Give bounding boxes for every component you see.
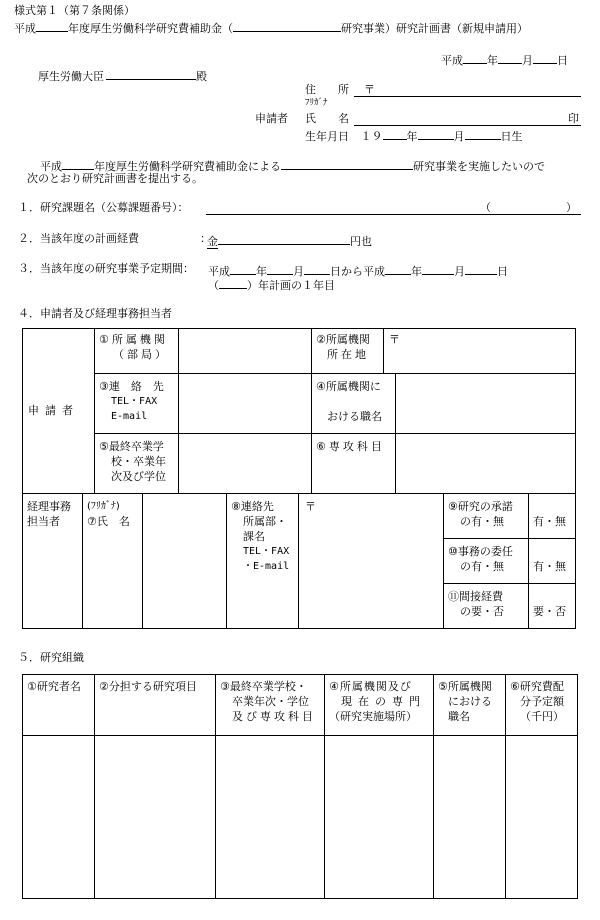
table4-col-line <box>443 493 444 628</box>
position-label-2: おける職名 <box>327 410 382 423</box>
title-suffix: 研究事業）研究計画書（新規申請用） <box>341 22 528 35</box>
item3-period <box>208 263 508 277</box>
item3-month1: 月 <box>293 265 304 278</box>
contact-field[interactable] <box>179 374 311 433</box>
indirect-cost-label-1: ⑪間接経費 <box>448 590 503 603</box>
item2-colon: ： <box>200 232 211 245</box>
accountant-furigana-label: (ﾌﾘｶﾞﾅ) <box>87 501 120 512</box>
accountant-contact-field[interactable] <box>299 494 443 628</box>
header-position-3: 職名 <box>448 710 470 723</box>
end-year-field[interactable] <box>385 263 411 275</box>
name-field[interactable] <box>354 125 581 126</box>
research-program-field[interactable] <box>233 20 341 32</box>
table4-border-bottom <box>22 628 576 629</box>
intro-year-field[interactable] <box>62 158 94 170</box>
header-budget-3: （千円） <box>520 710 564 723</box>
item1-label: １．研究課題名（公募課題番号）： <box>18 201 189 214</box>
header-position-2: における <box>448 695 492 708</box>
contact-label-1: ③連 絡 先 <box>99 380 164 393</box>
birth-year-label: 年 <box>406 130 418 143</box>
item2-amount <box>207 233 372 247</box>
birth-century: １９ <box>360 130 383 143</box>
table4-col-line <box>311 328 312 493</box>
education-label-3: 次及び学位 <box>111 470 166 483</box>
affiliation-field[interactable] <box>179 329 311 373</box>
table4-col-line <box>528 493 529 628</box>
item4-heading: ４．申請者及び経理事務担当者 <box>18 307 172 320</box>
start-day-field[interactable] <box>304 263 330 275</box>
applicant-label: 申請者 <box>255 112 288 125</box>
applicant-row-label: 申請者 <box>28 404 79 417</box>
consent-choice[interactable]: 有・無 <box>533 515 566 528</box>
consent-label-1: ⑨研究の承諾 <box>448 500 513 513</box>
item3-year1: 年 <box>256 265 267 278</box>
education-label-2: 校・卒業年 <box>111 455 166 468</box>
affiliation-address-field[interactable] <box>384 329 575 373</box>
delegation-label-2: の有・無 <box>460 560 504 573</box>
item3-plan <box>208 277 335 291</box>
accountant-name-label: ⑦氏 名 <box>87 515 130 528</box>
submission-date <box>441 52 568 66</box>
date-month-field[interactable] <box>498 52 522 64</box>
plan-years-field[interactable] <box>219 277 247 289</box>
affiliation-postal-mark: 〒 <box>389 333 400 346</box>
address-field[interactable] <box>354 96 581 97</box>
address-label: 住 所 <box>305 83 349 96</box>
item2-suffix: 円也 <box>350 235 372 248</box>
header-education-1: ③最終卒業学校・ <box>220 680 307 693</box>
education-cell[interactable] <box>216 736 324 898</box>
header-researcher-name: ①研究者名 <box>27 680 81 693</box>
header-budget-1: ⑥研究費配 <box>510 680 564 693</box>
position-label-1: ④所属機関に <box>316 380 381 393</box>
consent-label-2: の有・無 <box>460 515 504 528</box>
major-field[interactable] <box>396 434 575 493</box>
contact-label-2: TEL・FAX <box>111 396 158 407</box>
affiliation-address-label-1: ②所属機関 <box>316 333 370 346</box>
header-position-1: ⑤所属機関 <box>438 680 492 693</box>
item3-plan-text: ）年計画の１年目 <box>247 279 335 292</box>
intro-era: 平成 <box>40 160 62 173</box>
header-education-2: 卒業年次・学位 <box>232 695 309 708</box>
table4-col-line <box>82 493 83 628</box>
birth-month-label: 月 <box>453 130 465 143</box>
researcher-name-cell[interactable] <box>23 736 94 898</box>
birth-year-field[interactable] <box>383 128 407 140</box>
form-title <box>14 20 528 34</box>
contact-label-3: E-mail <box>111 411 148 422</box>
accountant-contact-label-2: 所属部・ <box>243 515 287 528</box>
budget-cell[interactable] <box>506 736 577 898</box>
education-label-1: ⑤最終卒業学 <box>99 440 164 453</box>
item3-day1: 日から平成 <box>330 265 385 278</box>
header-affiliation-2: 現在の専門 <box>341 695 426 708</box>
table4-row-line <box>443 538 576 539</box>
accountant-label-2: 担当者 <box>27 515 60 528</box>
affiliation-label-1: ①所属機関 <box>99 333 168 346</box>
research-title-field[interactable] <box>206 214 581 215</box>
affiliation-label-2: （部局） <box>113 348 169 361</box>
end-day-field[interactable] <box>465 263 497 275</box>
intro-line-2: 次のとおり研究計画書を提出する。 <box>27 172 203 185</box>
accountant-contact-label-3: 課名 <box>243 530 265 543</box>
birth-month-field[interactable] <box>418 128 454 140</box>
accountant-contact-label-5: ・E-mail <box>243 561 290 572</box>
affiliation-address-label-2: 所在地 <box>327 348 369 361</box>
item3-year2: 年 <box>411 265 422 278</box>
table4-border-left <box>22 328 23 628</box>
end-month-field[interactable] <box>422 263 454 275</box>
item5-heading: ５．研究組織 <box>18 651 84 664</box>
seal-mark: 印 <box>568 112 579 125</box>
table5-border-right <box>577 674 578 898</box>
date-era: 平成 <box>441 54 463 67</box>
date-month-label: 月 <box>522 54 533 67</box>
item2-label: ２．当該年度の計画経費 <box>18 232 139 245</box>
assigned-item-cell[interactable] <box>95 736 215 898</box>
header-affiliation-1: ④所属機関及び <box>329 680 412 693</box>
title-mid: 年度厚生労働科学研究費補助金（ <box>68 22 233 35</box>
accountant-name-field[interactable] <box>143 494 226 628</box>
intro-part2: 研究事業を実施したいので <box>413 160 545 173</box>
delegation-label-1: ⑩事務の委任 <box>448 545 513 558</box>
education-field[interactable] <box>179 434 311 493</box>
intro-line-1 <box>40 158 545 172</box>
item2-prefix: 金 <box>207 235 218 248</box>
affiliation-cell[interactable] <box>325 736 433 898</box>
table4-col-line <box>94 328 95 493</box>
accountant-contact-label-4: TEL・FAX <box>243 546 290 557</box>
indirect-cost-label-2: の要・否 <box>460 605 504 618</box>
date-year-label: 年 <box>487 54 498 67</box>
accountant-label-1: 経理事務 <box>27 500 71 513</box>
header-budget-2: 分予定額 <box>520 695 564 708</box>
major-label: ⑥専攻科目 <box>316 440 385 453</box>
accountant-contact-label-1: ⑧連絡先 <box>231 500 274 513</box>
addressee-name-field[interactable] <box>106 68 196 80</box>
addressee-label: 厚生労働大臣 <box>38 70 104 83</box>
table4-row-line <box>443 583 576 584</box>
addressee <box>38 68 207 82</box>
planned-cost-field[interactable] <box>218 233 350 245</box>
indirect-cost-choice[interactable]: 要・否 <box>533 605 566 618</box>
header-affiliation-3: （研究実施場所） <box>329 710 417 723</box>
intro-program-field[interactable] <box>281 158 413 170</box>
position-field[interactable] <box>396 374 575 433</box>
birthdate <box>305 128 523 142</box>
intro-part1: 年度厚生労働科学研究費補助金による <box>94 160 281 173</box>
birthdate-label: 生年月日 <box>305 130 349 143</box>
form-number: 様式第１（第７条関係） <box>14 4 135 17</box>
item3-month2: 月 <box>454 265 465 278</box>
accountant-postal-mark: 〒 <box>305 500 316 513</box>
start-year-field[interactable] <box>230 263 256 275</box>
item1-paren-open: （ <box>480 201 491 214</box>
date-day-label: 日 <box>557 54 568 67</box>
position-cell[interactable] <box>434 736 505 898</box>
item3-era1: 平成 <box>208 265 230 278</box>
header-education-3: 及び専攻科目 <box>232 710 316 723</box>
date-year-field[interactable] <box>463 52 487 64</box>
table5-border-bottom <box>22 898 578 899</box>
start-month-field[interactable] <box>267 263 293 275</box>
addressee-honorific: 殿 <box>196 70 207 83</box>
name-label: 氏 名 <box>305 112 349 125</box>
furigana-label: ﾌﾘｶﾞﾅ <box>305 98 328 108</box>
birth-day-field[interactable] <box>465 128 501 140</box>
address-postal-mark: 〒 <box>364 83 375 96</box>
item1-paren-close: ） <box>566 201 577 214</box>
table5-border-top <box>22 674 578 675</box>
birth-day-label: 日生 <box>500 130 523 143</box>
item3-day2: 日 <box>497 265 508 278</box>
header-assigned-item: ②分担する研究項目 <box>99 680 197 693</box>
table4-col-line <box>226 493 227 628</box>
delegation-choice[interactable]: 有・無 <box>533 560 566 573</box>
fiscal-year-field[interactable] <box>36 20 68 32</box>
date-day-field[interactable] <box>533 52 557 64</box>
title-era: 平成 <box>14 22 36 35</box>
item3-label: ３．当該年度の研究事業予定期間： <box>18 262 194 275</box>
item3-paren-open: （ <box>208 279 219 292</box>
